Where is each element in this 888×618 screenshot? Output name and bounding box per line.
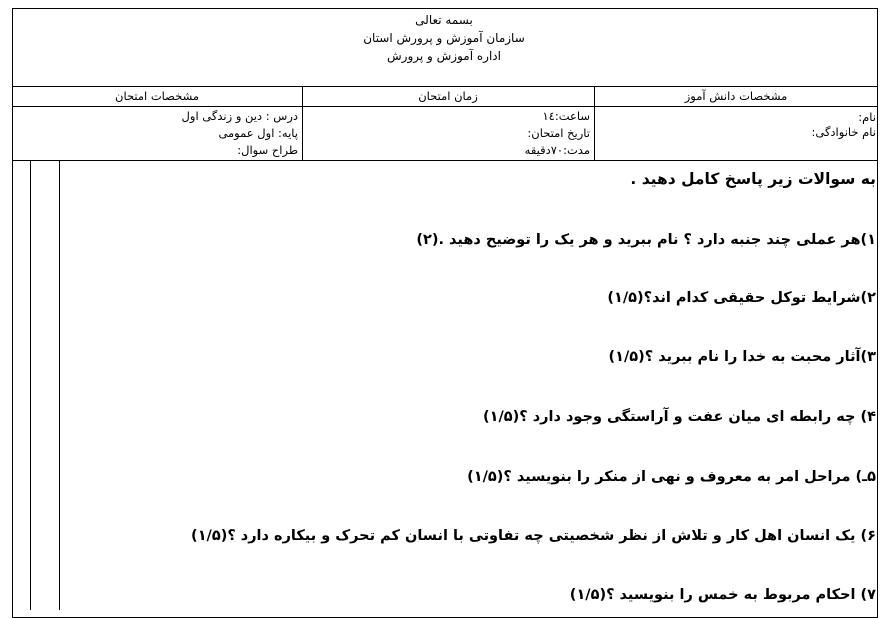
score-column-left — [30, 160, 31, 610]
question-1: ۱)هر عملی چند جنبه دارد ؟ نام ببرید و هر یک را توضیح دهید .(۲) — [416, 232, 876, 248]
exam-designer: طراح سوال: — [237, 143, 298, 157]
rule-header-bottom — [12, 86, 878, 87]
column-time: زمان امتحان — [418, 89, 478, 103]
question-2: ۲)شرایط توکل حقیقی کدام اند؟(۱/۵) — [607, 290, 876, 306]
question-4: ۴) چه رابطه ای میان عفت و آراستگی وجود دارد ؟(۱/۵) — [482, 409, 876, 425]
column-exam: مشخصات امتحان — [115, 89, 199, 103]
exam-duration: مدت:۷۰دقیقه — [524, 143, 590, 157]
question-3: ۳)آثار محبت به خدا را نام ببرید ؟(۱/۵) — [608, 349, 876, 365]
question-5: ۵ـ) مراحل امر به معروف و نهی از منکر را بنویسید ؟(۱/۵) — [467, 469, 876, 485]
question-6: ۶) یک انسان اهل کار و تلاش از نظر شخصیتی چه تفاوتی با انسان کم تحرک و بیکاره دارد ؟(۱/۵) — [191, 528, 876, 544]
student-name-label: نام: — [858, 110, 876, 124]
rule-columns-bottom — [12, 106, 878, 107]
exam-grade: پایه: اول عمومی — [218, 126, 298, 140]
exam-date-label: تاریخ امتحان: — [527, 126, 590, 140]
question-7: ۷) احکام مربوط به خمس را بنویسید ؟(۱/۵) — [569, 587, 876, 603]
exam-hour: ساعت:۱٤ — [542, 109, 590, 123]
header-basmala: بسمه تعالی — [415, 13, 473, 27]
rule-info-bottom — [12, 160, 878, 161]
score-column-right — [59, 160, 60, 610]
student-family-label: نام خانوادگی: — [811, 125, 876, 139]
exam-subject: درس : دین و زندگی اول — [181, 109, 298, 123]
instruction-text: به سوالات زیر پاسخ کامل دهید . — [630, 170, 876, 188]
header-org: سازمان آموزش و پرورش استان — [363, 31, 525, 45]
column-student: مشخصات دانش آموز — [684, 89, 788, 103]
header-office: اداره آموزش و پرورش — [387, 49, 501, 63]
